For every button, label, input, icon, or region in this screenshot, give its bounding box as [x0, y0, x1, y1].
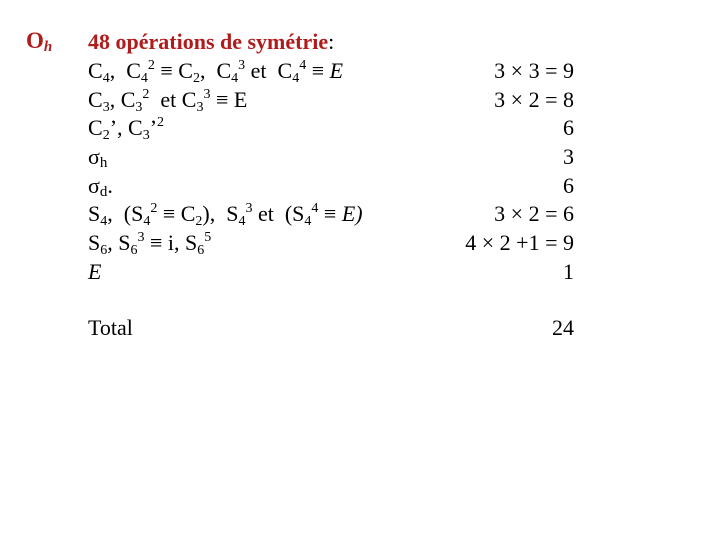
heading: [88, 28, 334, 55]
count-s6: 4 × 2 +1 = 9: [465, 230, 574, 255]
count-identity: 1: [563, 259, 574, 284]
total-value: 24: [552, 315, 574, 340]
row-c4: $C_4$, $C_4^2 \equiv C_2$, $C_4^3$ et $C_4^4 \equiv E$: [88, 58, 344, 86]
count-c4: 3 × 3 = 9: [494, 58, 574, 83]
count-sigma-d: 6: [563, 173, 574, 198]
row-c3: $C_3$, $C_3^2$ et $C_3^3 \equiv E$: [88, 87, 248, 115]
row-sigma-d: σd.: [88, 173, 113, 200]
heading-colon: :: [328, 29, 335, 54]
count-c2-prime: 6: [563, 115, 574, 140]
total-label: Total: [88, 315, 133, 340]
row-s6: $S_6$, $S_6^3 \equiv i$, $S_6^5$: [88, 230, 212, 258]
point-group-label: $O_h$: [26, 28, 53, 55]
row-sigma-h: σh: [88, 144, 108, 171]
row-s4: $S_4$, $(S_4^2 \equiv C_2)$, $S_4^3$ et $(S_4^4 \equiv E)$: [88, 201, 363, 229]
row-c2-prime: $C_2$’, $C_3’^2$: [88, 115, 165, 143]
heading-text: 48 opérations de symétrie: [88, 29, 329, 54]
count-s4: 3 × 2 = 6: [494, 201, 574, 226]
row-identity: E: [88, 259, 102, 284]
count-c3: 3 × 2 = 8: [494, 87, 574, 112]
count-sigma-h: 3: [563, 144, 574, 169]
